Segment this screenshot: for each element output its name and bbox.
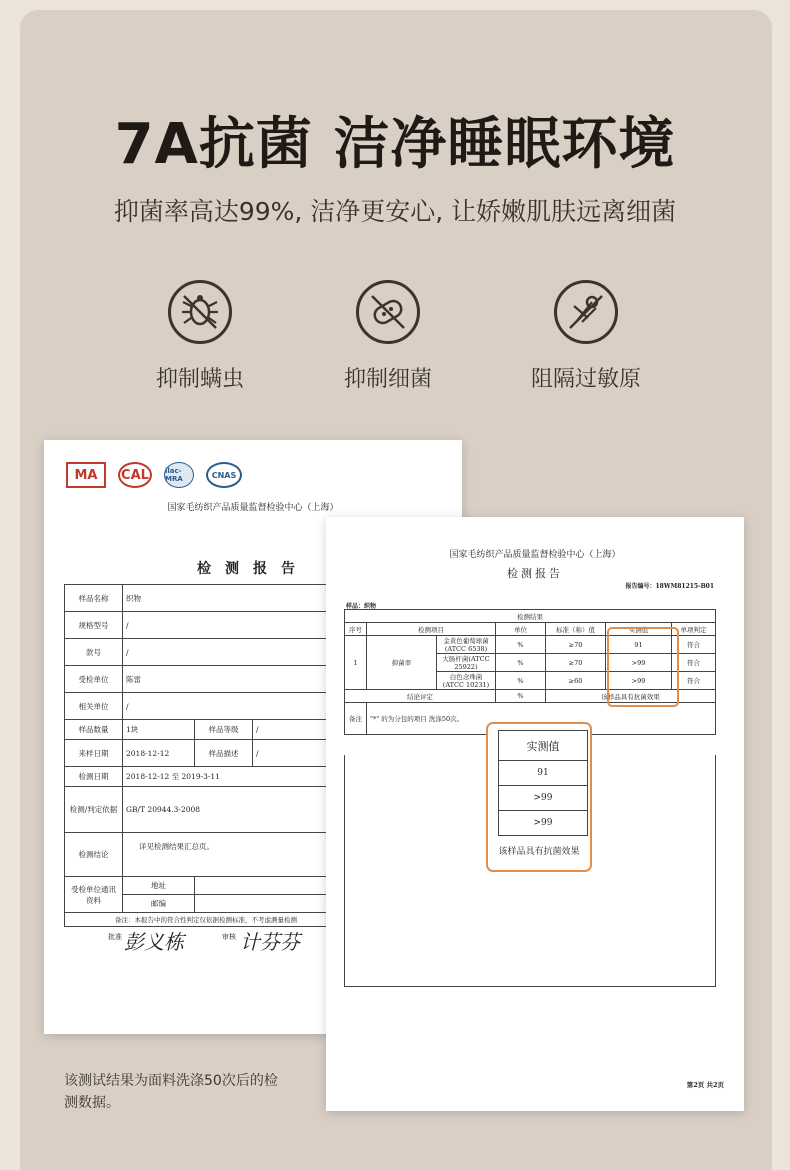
certification-logos (66, 462, 242, 488)
field-label: 相关单位 (65, 693, 123, 720)
standard-value: ≥70 (546, 654, 606, 672)
headline: 7A抗菌 洁净睡眠环境 (114, 112, 676, 177)
field-label: 检测结论 (65, 833, 123, 877)
measured-value: >99 (606, 654, 672, 672)
unit: % (496, 654, 546, 672)
report-footnote: 备注：本报告中的符合性判定仅依据检测标准，不考虑测量检测 (65, 913, 463, 927)
results-section-title: 检测结果 (345, 610, 716, 623)
field-value: 详见检测结果汇总页。 (123, 833, 463, 877)
test-note: 该测试结果为面料洗涤50次后的检测数据。 (64, 1073, 278, 1111)
approve-label: 批准 (108, 933, 122, 941)
organism: 金黄色葡萄球菌(ATCC 6538) (437, 636, 496, 654)
standard-value: ≥60 (546, 672, 606, 690)
subheadline: 抑菌率高达99%, 洁净更安心, 让娇嫩肌肤远离细菌 (113, 197, 677, 226)
field-value: / (253, 740, 462, 767)
bacteria-icon (356, 280, 420, 344)
report-number: 报告编号：18WM81215-B01 (625, 583, 714, 590)
mite-icon (168, 280, 232, 344)
field-label: 受检单位通讯资料 (65, 877, 123, 913)
remark-label: 备注 (345, 703, 367, 735)
field-label: 样品名称 (65, 585, 123, 612)
field-label: 邮编 (123, 895, 195, 913)
field-value: / (123, 693, 463, 720)
measured-value-zoom-callout (486, 722, 592, 872)
field-value: / (253, 720, 462, 740)
field-value: 1块 (123, 720, 195, 740)
unit: % (496, 672, 546, 690)
cma-logo: MA (66, 462, 106, 488)
field-label: 款号 (65, 639, 123, 666)
zoom-value: 91 (499, 761, 588, 786)
zoom-header: 实测值 (499, 731, 588, 761)
field-label: 来样日期 (65, 740, 123, 767)
feature-mite (100, 280, 300, 393)
page-number: 第2页 共2页 (686, 1081, 724, 1089)
field-value: / (123, 612, 463, 639)
measured-value: 91 (606, 636, 672, 654)
field-value: 陈雷 (123, 666, 463, 693)
verdict: 符合 (672, 654, 716, 672)
column-header: 单位 (496, 623, 546, 636)
report-org: 国家毛纺织产品质量监督检验中心（上海） (449, 550, 621, 560)
verdict: 符合 (672, 672, 716, 690)
field-label: 规格型号 (65, 612, 123, 639)
conclusion-value: 该样品具有抗菌效果 (546, 690, 716, 703)
cnas-logo: CNAS (206, 462, 242, 488)
measured-value: >99 (606, 672, 672, 690)
zoom-value: >99 (499, 811, 588, 836)
field-value: 2018-12-12 至 2019-3-11 (123, 767, 463, 787)
field-label: 检测/判定依据 (65, 787, 123, 833)
field-value: 2018-12-12 (123, 740, 195, 767)
measured-value-highlight (607, 627, 679, 707)
feature-label: 抑制细菌 (343, 367, 432, 392)
report-org: 国家毛纺织产品质量监督检验中心（上海） (167, 503, 339, 513)
review-label: 审核 (222, 933, 236, 941)
column-header: 检测项目 (367, 623, 496, 636)
results-table: 检测结果 序号 检测项目 单位 标准（称）值 实测值 单项判定 1 抑菌率 金黄色葡萄球菌(ATCC 6538) % ≥70 91 符合 大肠杆菌(ATCC 25922) % ≥70 >99 符合 白色念珠菌(ATCC 10231) % ≥60 >99 符合 结论评定 % 该样品具有抗菌效果 备注 "*" 的为分包的项目 洗涤50次。 (344, 609, 716, 735)
field-label: 检测日期 (65, 767, 123, 787)
report-title: 检测报告 (507, 567, 563, 580)
field-label: 地址 (123, 877, 195, 895)
field-label: 样品等级 (195, 720, 253, 740)
remark-value: "*" 的为分包的项目 洗涤50次。 (367, 703, 716, 735)
field-value: GB/T 20944.3-2008 (123, 787, 463, 833)
organism: 大肠杆菌(ATCC 25922) (437, 654, 496, 672)
feature-label: 抑制螨虫 (155, 367, 244, 392)
report-title: 检测报告 (197, 561, 309, 577)
field-label: 样品描述 (195, 740, 253, 767)
column-header: 实测值 (606, 623, 672, 636)
sample-name: 样品：织物 (346, 603, 377, 610)
field-value: 织物 (123, 585, 463, 612)
allergen-block-icon (554, 280, 618, 344)
zoom-table (498, 730, 588, 836)
column-header: 单项判定 (672, 623, 716, 636)
feature-allergen (486, 280, 686, 393)
feature-bacteria (288, 280, 488, 393)
feature-label: 阻隔过敏原 (530, 367, 641, 392)
conclusion-label: 结论评定 (345, 690, 496, 703)
organism: 白色念珠菌(ATCC 10231) (437, 672, 496, 690)
standard-value: ≥70 (546, 636, 606, 654)
unit: % (496, 636, 546, 654)
column-header: 序号 (345, 623, 367, 636)
field-value: / (123, 639, 463, 666)
field-label: 受检单位 (65, 666, 123, 693)
review-signature: 计芬芬 (240, 930, 300, 954)
column-header: 标准（称）值 (546, 623, 606, 636)
zoom-value: >99 (499, 786, 588, 811)
ilac-mra-logo: ilac-MRA (164, 462, 194, 488)
verdict: 符合 (672, 636, 716, 654)
cal-logo: CAL (118, 462, 152, 488)
field-label: 样品数量 (65, 720, 123, 740)
row-index: 1 (345, 636, 367, 690)
zoom-conclusion: 该样品具有抗菌效果 (498, 847, 580, 857)
approve-signature: 彭义栋 (124, 930, 184, 954)
test-item-group: 抑菌率 (367, 636, 437, 690)
